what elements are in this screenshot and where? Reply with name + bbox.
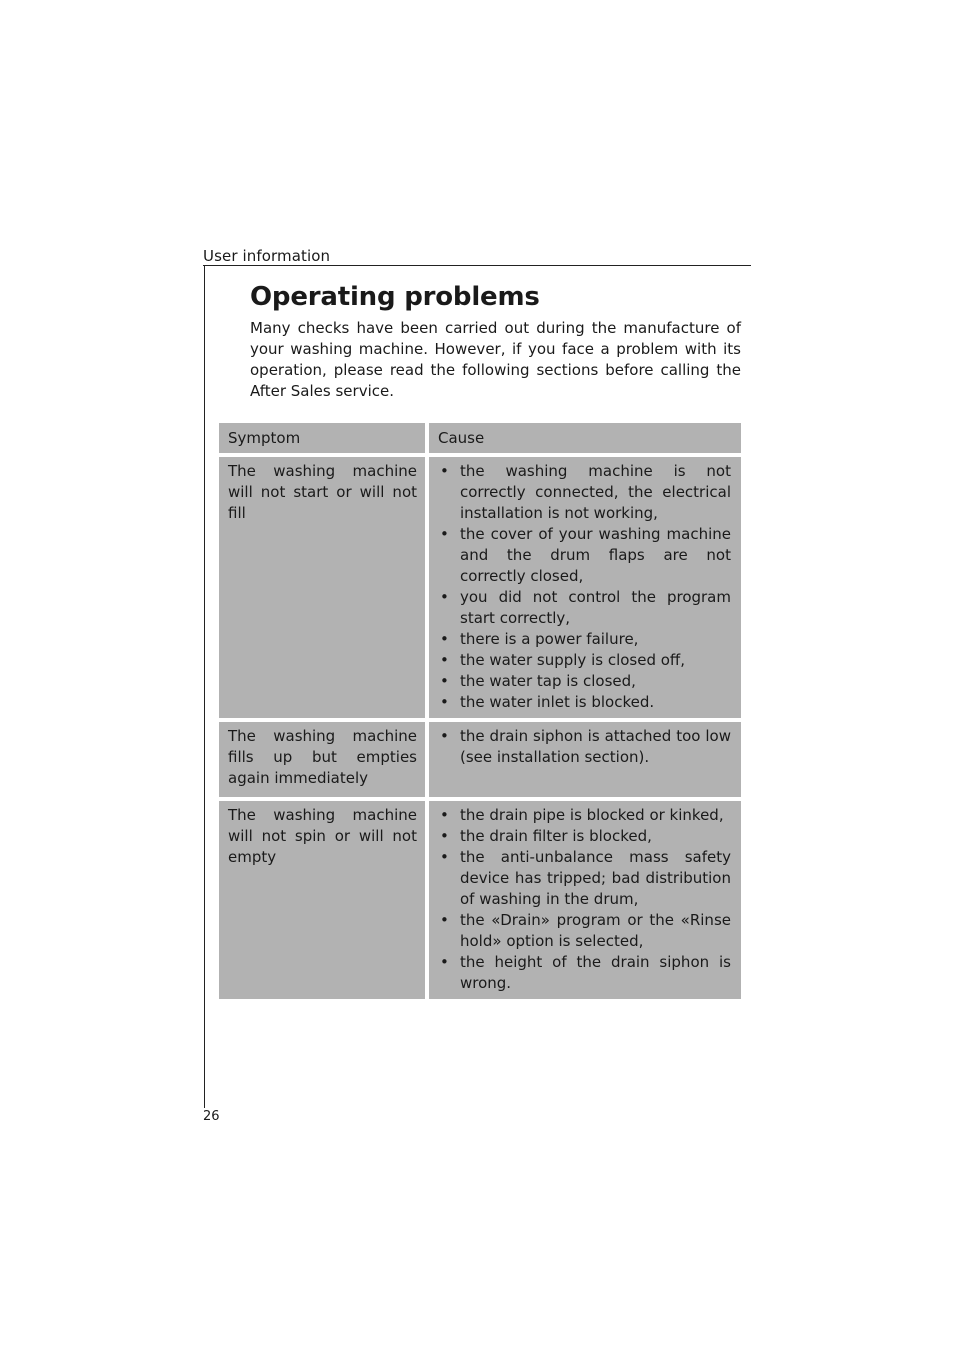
cause-item: • the anti-unbalance mass safety device has tripped; bad distribution of washing in the drum, <box>438 847 731 910</box>
cause-item: • the cover of your washing machine and the drum flaps are not correctly closed, <box>438 524 731 587</box>
intro-paragraph: Many checks have been carried out during the manufacture of your washing machine. However, if you face a problem with its operation, please read the following sections before calling the After Sales service. <box>250 319 741 400</box>
cause-item: • the water inlet is blocked. <box>438 692 731 713</box>
cause-list <box>438 726 731 768</box>
cause-item: • the washing machine is not correctly connected, the electrical installation is not working, <box>438 461 731 524</box>
cause-item: • the water tap is closed, <box>438 671 731 692</box>
cause-item: • the drain filter is blocked, <box>438 826 731 847</box>
symptom-cell: The washing machine fills up but empties again immediately <box>219 722 425 797</box>
symptom-cell: The washing machine will not start or will not fill <box>219 457 425 718</box>
page-title: Operating problems <box>250 282 540 312</box>
cause-item: • the height of the drain siphon is wrong. <box>438 952 731 994</box>
symptom-cell: The washing machine will not spin or will not empty <box>219 801 425 999</box>
margin-divider <box>204 265 205 1108</box>
column-header-cause: Cause <box>429 423 741 453</box>
cause-list <box>438 805 731 994</box>
section-label: User information <box>203 247 331 265</box>
cause-item: • the drain siphon is attached too low (see installation section). <box>438 726 731 768</box>
cause-item: • the drain pipe is blocked or kinked, <box>438 805 731 826</box>
cause-list <box>438 461 731 713</box>
page-number: 26 <box>203 1109 220 1124</box>
cause-cell <box>429 801 741 999</box>
cause-item: • you did not control the program start correctly, <box>438 587 731 629</box>
cause-cell <box>429 722 741 797</box>
header-divider <box>203 265 751 266</box>
cause-item: • there is a power failure, <box>438 629 731 650</box>
troubleshooting-table <box>219 423 741 999</box>
cause-cell <box>429 457 741 718</box>
cause-item: • the water supply is closed off, <box>438 650 731 671</box>
cause-item: • the «Drain» program or the «Rinse hold» option is selected, <box>438 910 731 952</box>
column-header-symptom: Symptom <box>219 423 425 453</box>
